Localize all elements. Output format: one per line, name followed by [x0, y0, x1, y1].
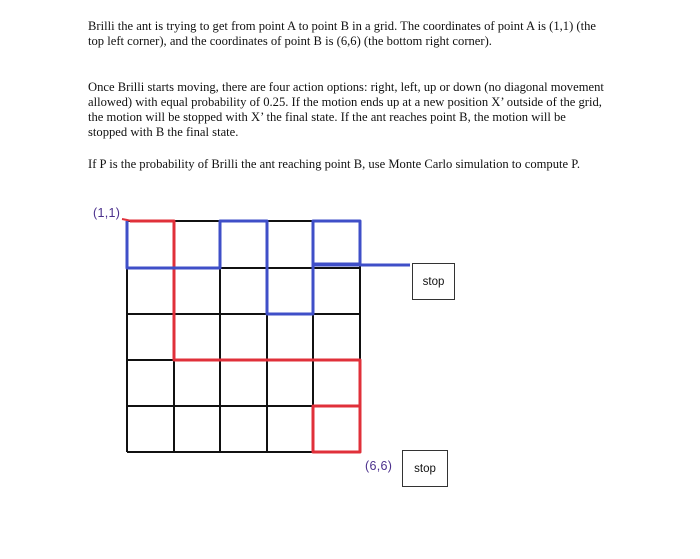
end-label: (6,6) — [365, 459, 393, 473]
stop-box-1: stop — [412, 263, 455, 300]
start-label: (1,1) — [93, 206, 121, 220]
stop-box-2: stop — [402, 450, 448, 487]
blue-path — [127, 221, 410, 314]
problem-paragraph-3: If P is the probability of Brilli the ant reaching point B, use Monte Carlo simulation to compute P. — [88, 157, 581, 171]
problem-paragraph-2: Once Brilli starts moving, there are four action options: right, left, up or down (no diagonal movement allowed) with equal probability of 0.25. If the motion ends up at a new position X’ outside of the grid, the motion will be stopped with X’ the final state. If the ant reaches point B, the motion will be stopped with B the final state. — [88, 80, 604, 139]
grid — [127, 221, 360, 452]
red-path — [130, 221, 360, 452]
start-pointer — [122, 219, 132, 221]
problem-paragraph-1: Brilli the ant is trying to get from point A to point B in a grid. The coordinates of point A is (1,1) (the top left corner), and the coordinates of point B is (6,6) (the bottom right corner). — [88, 19, 597, 48]
